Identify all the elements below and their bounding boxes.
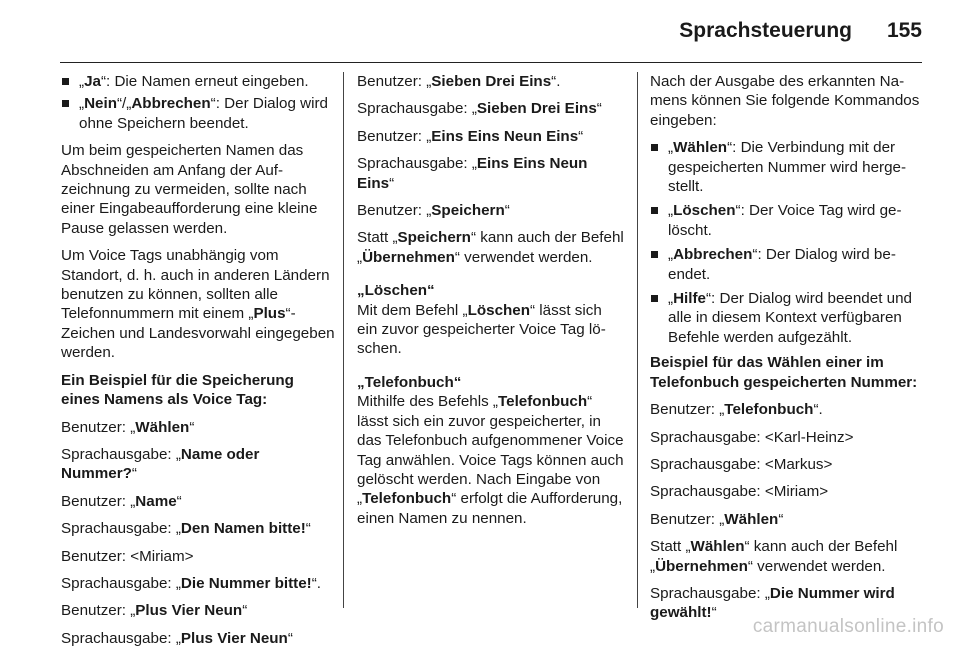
- example-heading: Ein Beispiel für die Speicherung eines Namens als Voice Tag:: [61, 371, 294, 409]
- paragraph-intro: Nach der Ausgabe des erkannten Namens können Sie folgende Kommandos eingeben:: [650, 73, 920, 129]
- bullet-ja: „Ja“: Die Namen erneut eingeben.: [61, 72, 336, 91]
- column-2: [357, 72, 625, 536]
- dialog-line: Benutzer: „Wählen“: [650, 510, 784, 528]
- section-loeschen: „Löschen“ Mit dem Befehl „Löschen“ lässt sich ein zuvor gespeicherter Voice Tag löschen.: [357, 282, 606, 358]
- paragraph-pause: Um beim gespeicherten Namen das Abschneiden am Anfang der Aufzeichnung zu vermeiden, sollte nach einer Eingabeaufforderung eine kleine Pause gelassen werden.: [61, 142, 318, 237]
- bullet-loeschen: „Löschen“: Der Voice Tag wird gelöscht.: [650, 201, 922, 240]
- example-heading: Beispiel für das Wählen einer im Telefonbuch gespeicherten Nummer:: [650, 354, 918, 391]
- dialog-line: Benutzer: „Eins Eins Neun Eins“: [357, 127, 584, 145]
- dialog-line: Sprachausgabe: <Miriam>: [650, 483, 829, 501]
- page-header: [60, 0, 922, 63]
- dialog-line: Sprachausgabe: „Eins Eins Neun Eins“: [357, 155, 588, 192]
- section-title: „Löschen“: [357, 282, 435, 300]
- paragraph-plus: Um Voice Tags unabhängig vom Standort, d. h. auch in anderen Ländern benutzen zu können, sollten alle Telefonnummern mit einem „Plus“-Zeichen und Landesvorwahl eingegeben werden.: [61, 247, 335, 362]
- section-telefonbuch: „Telefonbuch“ Mithilfe des Befehls „Telefonbuch“ lässt sich ein zuvor gespeicherter, in das Telefonbuch aufgenommener Voice Tag anwählen. Voice Tags können auch gelöscht werden. Nach Eingabe von „Telefonbuch“ erfolgt die Aufforderung, einen Namen zu nennen.: [357, 373, 624, 527]
- dialog-line: Benutzer: <Miriam>: [61, 547, 194, 565]
- dialog-line: Benutzer: „Name“: [61, 492, 182, 510]
- column-divider: [343, 72, 344, 608]
- dialog-line: Sprachausgabe: „Den Namen bitte!“: [61, 520, 311, 538]
- dialog-line: Benutzer: „Wählen“: [61, 418, 195, 436]
- dialog-line: Sprachausgabe: „Name oder Nummer?“: [61, 445, 260, 483]
- bullet-hilfe: „Hilfe“: Der Dialog wird beendet und alle in diesem Kontext verfügbaren Befehle werden aufgezählt.: [650, 289, 922, 347]
- column-divider: [637, 72, 638, 608]
- watermark-text: carmanualsonline.info: [752, 616, 944, 637]
- dialog-line: Benutzer: „Plus Vier Neun“: [61, 602, 248, 620]
- bullet-square-icon: [62, 100, 69, 107]
- section-title: „Telefonbuch“: [357, 373, 462, 391]
- dialog-line: Sprachausgabe: „Die Nummer bitte!“.: [61, 574, 321, 592]
- bullet-square-icon: [651, 144, 658, 151]
- paragraph-speichern: Statt „Speichern“ kann auch der Befehl „Übernehmen“ verwendet werden.: [357, 229, 624, 266]
- bullet-square-icon: [62, 78, 69, 85]
- column-1: [61, 72, 336, 656]
- dialog-line: Sprachausgabe: „Plus Vier Neun“: [61, 629, 293, 647]
- paragraph-waehlen: Statt „Wählen“ kann auch der Befehl „Übernehmen“ verwendet werden.: [650, 538, 898, 575]
- dialog-line: Benutzer: „Speichern“: [357, 202, 510, 220]
- column-3: [650, 72, 922, 631]
- bullet-square-icon: [651, 251, 658, 258]
- bullet-waehlen: „Wählen“: Die Verbindung mit der gespeicherten Nummer wird hergestellt.: [650, 138, 922, 196]
- dialog-line: Sprachausgabe: <Markus>: [650, 455, 833, 473]
- dialog-line: Sprachausgabe: <Karl-Heinz>: [650, 428, 854, 446]
- dialog-line: Sprachausgabe: „Die Nummer wird gewählt!“: [650, 584, 895, 622]
- bullet-abbrechen: „Abbrechen“: Der Dialog wird beendet.: [650, 245, 922, 284]
- dialog-line: Benutzer: „Sieben Drei Eins“.: [357, 73, 561, 90]
- bullet-square-icon: [651, 207, 658, 214]
- bullet-square-icon: [651, 295, 658, 302]
- dialog-line: Benutzer: „Telefonbuch“.: [650, 401, 823, 419]
- bullet-nein-abbrechen: „Nein“/„Abbrechen“: Der Dialog wird ohne Speichern beendet.: [61, 94, 336, 133]
- page-title: Sprachsteuerung: [679, 19, 852, 42]
- dialog-line: Sprachausgabe: „Sieben Drei Eins“: [357, 100, 602, 118]
- page-number: 155: [886, 19, 922, 42]
